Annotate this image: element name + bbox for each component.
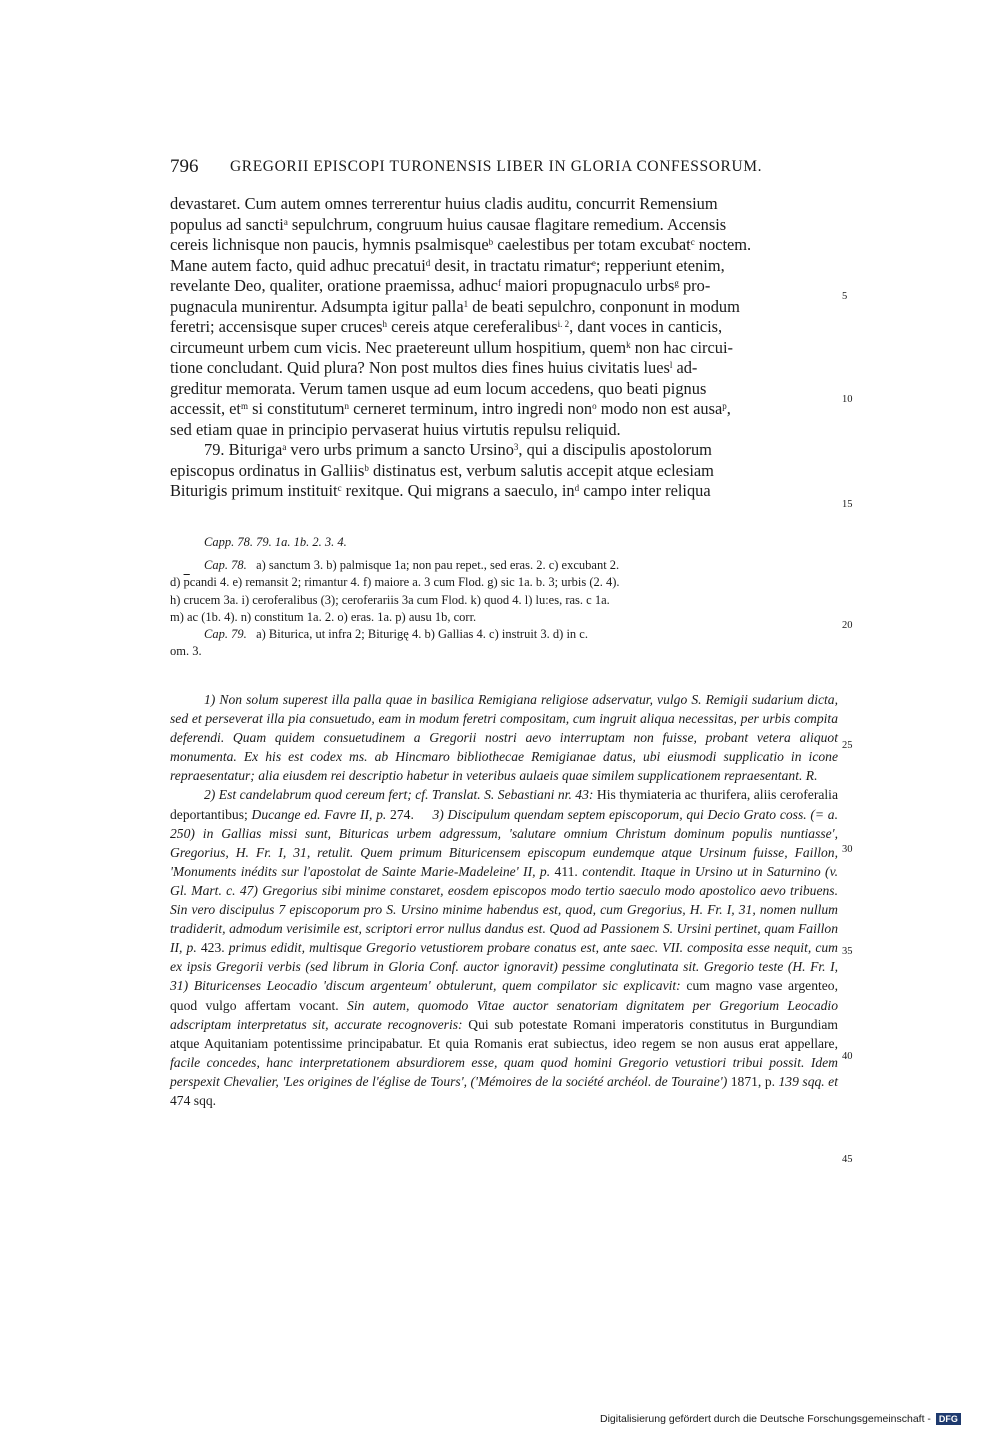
running-title: GREGORII EPISCOPI TURONENSIS LIBER IN GLORIA CONFESSORUM.: [230, 158, 763, 175]
line-number: 5: [842, 291, 848, 302]
credit-text: Digitalisierung gefördert durch die Deutsche Forschungsgemeinschaft -: [600, 1413, 931, 1425]
apparatus-cap-79: Cap. 79. a) Biturica, ut infra 2; Biturigę 4. b) Gallias 4. c) instruit 3. d) in c. om. 3.: [170, 627, 588, 659]
critical-apparatus: [170, 534, 838, 660]
paragraph-79: 79. Bituriga$^a$ vero urbs primum a sancto Ursino$^3$, qui a discipulis apostolorum episcopus ordinatus in Galliis$^b$ distinatus est, verbum salutis accepit atque eclesiam Biturigis primum instituit$^c$ rexitque. Qui migrans a saeculo, $in^d$ campo inter reliqua: [170, 440, 714, 500]
text-line: devastaret. Cum autem omnes terrerentur huius cladis auditu, concurrit Remensium: [170, 194, 718, 213]
line-number: 40: [842, 1051, 853, 1062]
footnote-2-3: 2) Est candelabrum quod cereum fert; cf. Translat. S. Sebastiani nr. 43: His thymiateria ac thurifera, aliis ceroferalia deportantibus; Ducange ed. Favre II, p. 274. 3) Discipulum quendam septem episcoporum, qui Decio Grato coss. (= a. 250) in Gallias missi sunt, Bituricas urbem adgressum, 'salutare omnium Christum dominum populis nuntiasse', Gregorius, H. Fr. I, 31, retulit. Quem primum Bituricensem episcopum eundemque atque Ursinum fuisse, Faillon, 'Monuments inédits sur l'apostolat de Sainte Marie-Madeleine' II, p. 411. contendit. Itaque in Ursino ut in Saturnino (v. Gl. Mart. c. 47) Gregorius sibi minime constaret, eosdem episcopos modo tertio saeculo modo apostolico aevo tribuens. Sin vero discipulus 7 episcoporum pro S. Ursino minime habendus est, quod, cum Gregorius, H. Fr. I, 31, nomen nullum tradiderit, admodum verisimile est, scriptori error nullus dandus est. Quod ad Passionem S. Ursini pertinet, quam Faillon II, p. 423. primus edidit, multisque Gregorio vetustiorem probare conatus est, ante saec. VII. composita esse nequit, cum ex ipsis Gregorii verbis (sed librum in Gloria Conf. auctor ignoravit) pessime conglutinata sit. Gregorio teste (H. Fr. I, 31) Bituricenses Leocadio 'discum argenteum' obtulerunt, quem compilator sic explicavit: cum magno vase argenteo, quod vulgo affertam vocant. Sin autem, quomodo Vitae auctor senatoriam dignitatem per Gregorium Leocadio adscriptam interpretatus sit, accurate recognoveris: Qui sub potestate Romani imperatoris constitutus in Burgundiam atque Aquitaniam potentissime principabatur. Et quia Romanis erat subiectus, ideo regem se non ausus erat appellare, facile concedes, hanc interpretationem absurdiorem esse, quam quod homini Gregorio vetustiori tribui possit. Idem perspexit Chevalier, 'Les origines de l'église de Tours', ('Mémoires de la société archéol. de Touraine') 1871, p. 139 sqq. et 474 sqq.: [170, 787, 839, 1108]
line-number: 45: [842, 1154, 853, 1165]
line-number: 35: [842, 946, 853, 957]
footnotes: [170, 690, 838, 1110]
running-header: [170, 156, 840, 182]
apparatus-heading: Capp. 78. 79. 1a. 1b. 2. 3. 4.: [204, 535, 347, 549]
line-number: 25: [842, 740, 853, 751]
paragraph-78: devastaret. Cum autem omnes terrerentur huius cladis auditu, concurrit Remensium populus ad sancti$^a$ sepulchrum, congruum huius causae flagitare remedium. Accensis cereis lichnisque non paucis, hymnis psalmisque$^b$ caelestibus per totam excubat$^c$ noctem. Mane autem facto, quid adhuc precatui$^d$ desit, in tractatu rimatur$^e$; repperiunt etenim, revelante Deo, qualiter, oratione praemissa, adhuc$^f$ maiori propugnaculo urbs$^g$ pro- pugnacula munirentur. Adsumpta igitur palla$^1$ de beati sepulchro, conponunt in modum feretri; accensisque super cruces$^h$ cereis atque cereferalibus$^{i. 2}$, dant voces in canticis, circumeunt urbem cum vicis. Nec praetereunt ullum hospitium, quem$^k$ non hac circui- tione concludant. Quid plura? Non post multos dies fines huius civitatis lues$^l$ ad- greditur memorata. Verum tamen usque ad eum locum accedens, quo beati pignus accessit, $et^m$ si constitutum$^n$ cerneret terminum, intro ingredi non$^o$ modo non est ausa$^p$, sed etiam quae in principio pervaserat huius virtutis repulsu reliquid.: [170, 194, 752, 439]
dfg-logo-icon: DFG: [936, 1413, 961, 1425]
line-number: 10: [842, 394, 853, 405]
footnote-1: 1) Non solum superest illa palla quae in basilica Remigiana religiose adservatur, vulgo S. Remigii sudarium dicta, sed et perseverat illa pia consuetudo, eam in modum feretri compositam, cum ingruit aliqua necessitas, per urbis compita deferendi. Quam quidem consuetudinem a Gregorii nostri aevo interruptam non fuisse, probant vetera aliquot monumenta. Ex his est codex ms. ab Hincmaro bibliothecae Remigianae datus, ubi eiusmodi supplicatio in icone repraesentatur; alia eiusdem rei descriptio habetur in veteribus aulaeis quae similem supplicationem repraesentant. R.: [170, 692, 838, 784]
main-text: [170, 194, 838, 502]
page-number: 796: [170, 156, 199, 177]
digitization-credit: [600, 1413, 961, 1425]
line-number: 30: [842, 844, 853, 855]
apparatus-cap-78: Cap. 78. a) sanctum 3. b) palmisque 1a; non pau repet., sed eras. 2. c) excubant 2. d) $\overline{p}candi$ 4. e) remansit 2; rimantur 4. f) maiore a. 3 cum Flod. g) sic 1a. b. 3; urbis (2. 4). h) crucem 3a. i) ceroferalibus (3); ceroferariis 3a cum Flod. k) quod 4. l) lu:es, ras. c 1a. m) ac (1b. 4). n) constitum 1a. 2. o) eras. 1a. p) ausu 1b, corr.: [170, 558, 620, 624]
line-number: 20: [842, 620, 853, 631]
line-number: 15: [842, 499, 853, 510]
